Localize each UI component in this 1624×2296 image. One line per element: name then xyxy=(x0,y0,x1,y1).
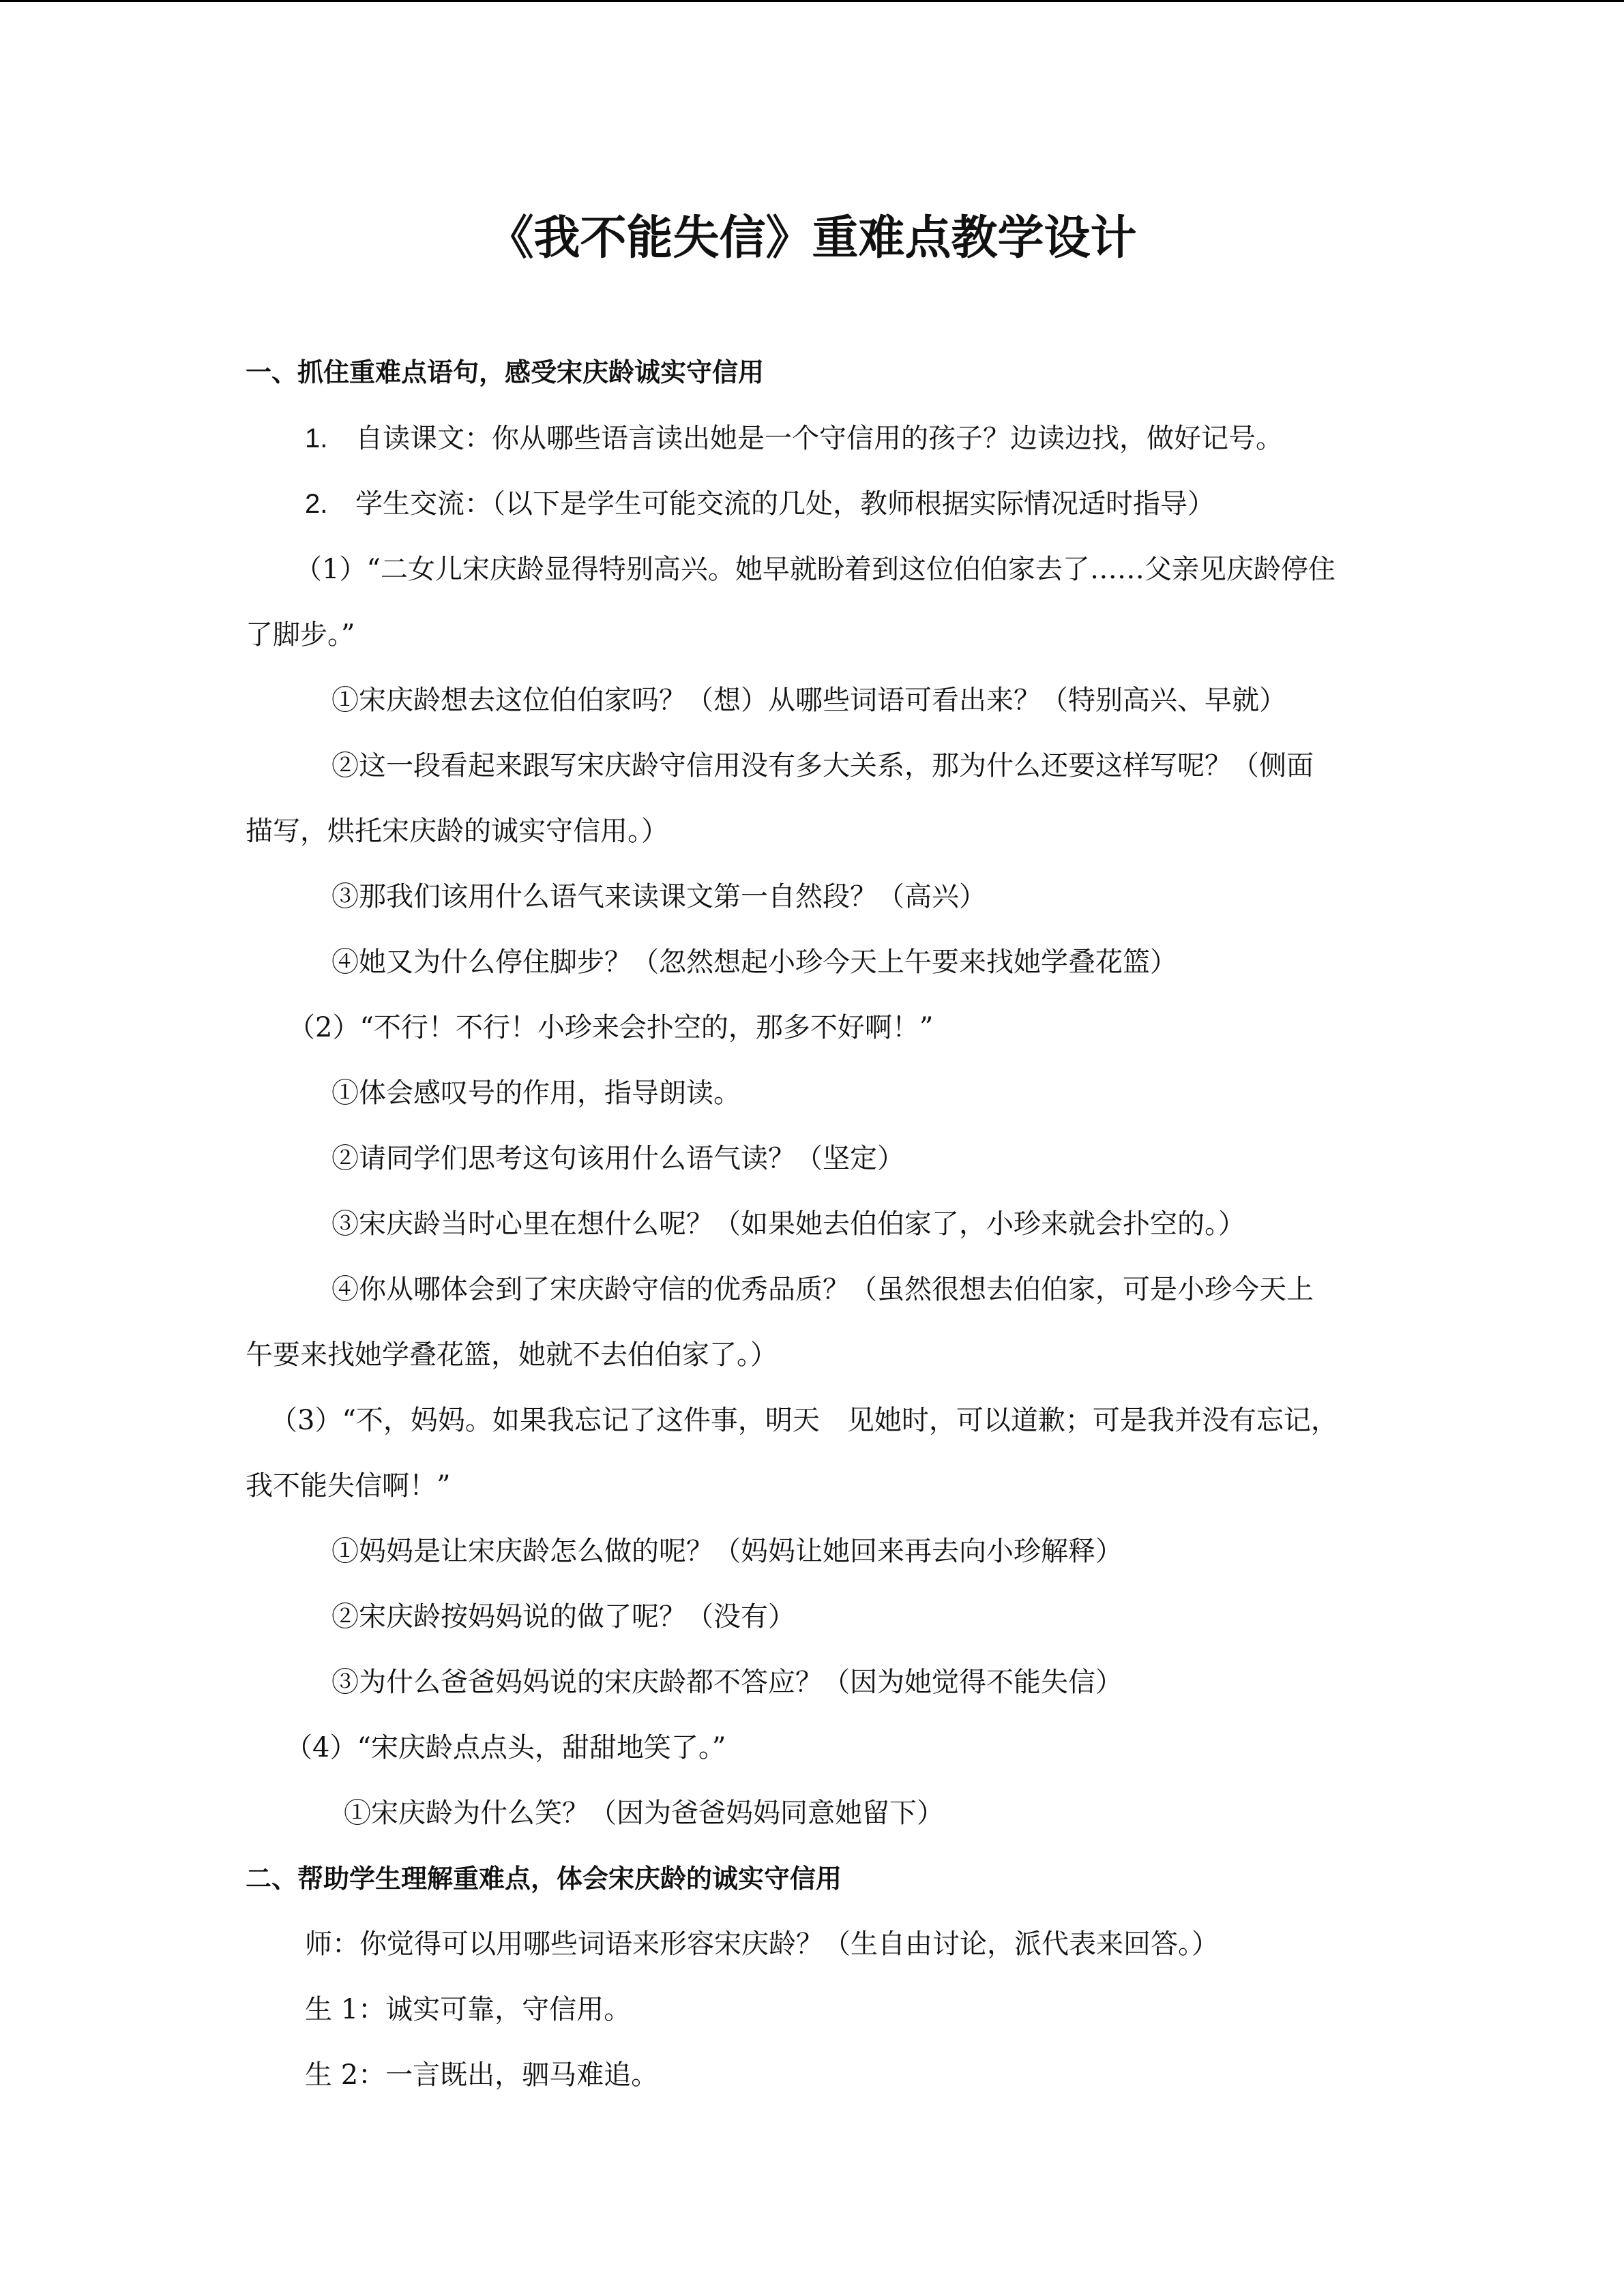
quote-2-question-3: ③宋庆龄当时心里在想什么呢？（如果她去伯伯家了，小珍来就会扑空的。） xyxy=(331,1208,1245,1240)
document-title: 《我不能失信》重难点教学设计 xyxy=(487,211,1137,265)
quote-2-question-4-line-2: 午要来找她学叠花篮，她就不去伯伯家了。） xyxy=(246,1339,778,1371)
quote-3-question-1: ①妈妈是让宋庆龄怎么做的呢？（妈妈让她回来再去向小珍解释） xyxy=(331,1536,1123,1567)
quote-1-question-3: ③那我们该用什么语气来读课文第一自然段？（高兴） xyxy=(331,881,986,912)
step-1-number: 1. xyxy=(305,423,328,453)
quote-1-question-1: ①宋庆龄想去这位伯伯家吗？（想）从哪些词语可看出来？（特别高兴、早就） xyxy=(331,685,1286,716)
quote-3-line-2: 我不能失信啊！” xyxy=(246,1470,451,1502)
student-answer-1: 生 1：诚实可靠，守信用。 xyxy=(305,1994,632,2025)
quote-3-line-1: （3）“不，妈妈。如果我忘记了这件事，明天 见她时，可以道歉；可是我并没有忘记， xyxy=(270,1405,1338,1436)
quote-1-question-2-line-1: ②这一段看起来跟写宋庆龄守信用没有多大关系，那为什么还要这样写呢？（侧面 xyxy=(331,750,1314,781)
quote-3-question-3: ③为什么爸爸妈妈说的宋庆龄都不答应？（因为她觉得不能失信） xyxy=(331,1667,1123,1698)
quote-4-question-1: ①宋庆龄为什么笑？（因为爸爸妈妈同意她留下） xyxy=(344,1798,944,1829)
student-answer-2: 生 2：一言既出，驷马难追。 xyxy=(305,2059,659,2091)
quote-2-question-4-line-1: ④你从哪体会到了宋庆龄守信的优秀品质？（虽然很想去伯伯家，可是小珍今天上 xyxy=(331,1274,1314,1305)
step-1-text: 自读课文：你从哪些语言读出她是一个守信用的孩子？边读边找，做好记号。 xyxy=(355,423,1283,454)
quote-2-question-2: ②请同学们思考这句该用什么语气读？（坚定） xyxy=(331,1143,904,1174)
quote-4-line-1: （4）“宋庆龄点点头，甜甜地笑了。” xyxy=(285,1732,726,1763)
step-2-text: 学生交流：（以下是学生可能交流的几处，教师根据实际情况适时指导） xyxy=(355,488,1215,520)
quote-1-question-2-line-2: 描写，烘托宋庆龄的诚实守信用。） xyxy=(246,816,668,847)
step-2 xyxy=(305,485,1215,523)
quote-1-line-1: （1）“二女儿宋庆龄显得特别高兴。她早就盼着到这位伯伯家去了……父亲见庆龄停住 xyxy=(295,554,1335,585)
section-2-heading: 二、帮助学生理解重难点，体会宋庆龄的诚实守信用 xyxy=(246,1864,842,1894)
teacher-question: 师：你觉得可以用哪些词语来形容宋庆龄？（生自由讨论，派代表来回答。） xyxy=(305,1928,1219,1960)
step-1 xyxy=(305,419,1283,458)
quote-2-question-1: ①体会感叹号的作用，指导朗读。 xyxy=(331,1077,741,1109)
step-2-number: 2. xyxy=(305,489,328,519)
quote-2-line-1: （2）“不行！不行！小珍来会扑空的，那多不好啊！” xyxy=(288,1012,934,1043)
section-1-heading: 一、抓住重难点语句，感受宋庆龄诚实守信用 xyxy=(246,357,765,387)
quote-3-question-2: ②宋庆龄按妈妈说的做了呢？（没有） xyxy=(331,1601,795,1632)
quote-1-line-2: 了脚步。” xyxy=(246,619,355,651)
quote-1-question-4: ④她又为什么停住脚步？（忽然想起小珍今天上午要来找她学叠花篮） xyxy=(331,946,1177,978)
